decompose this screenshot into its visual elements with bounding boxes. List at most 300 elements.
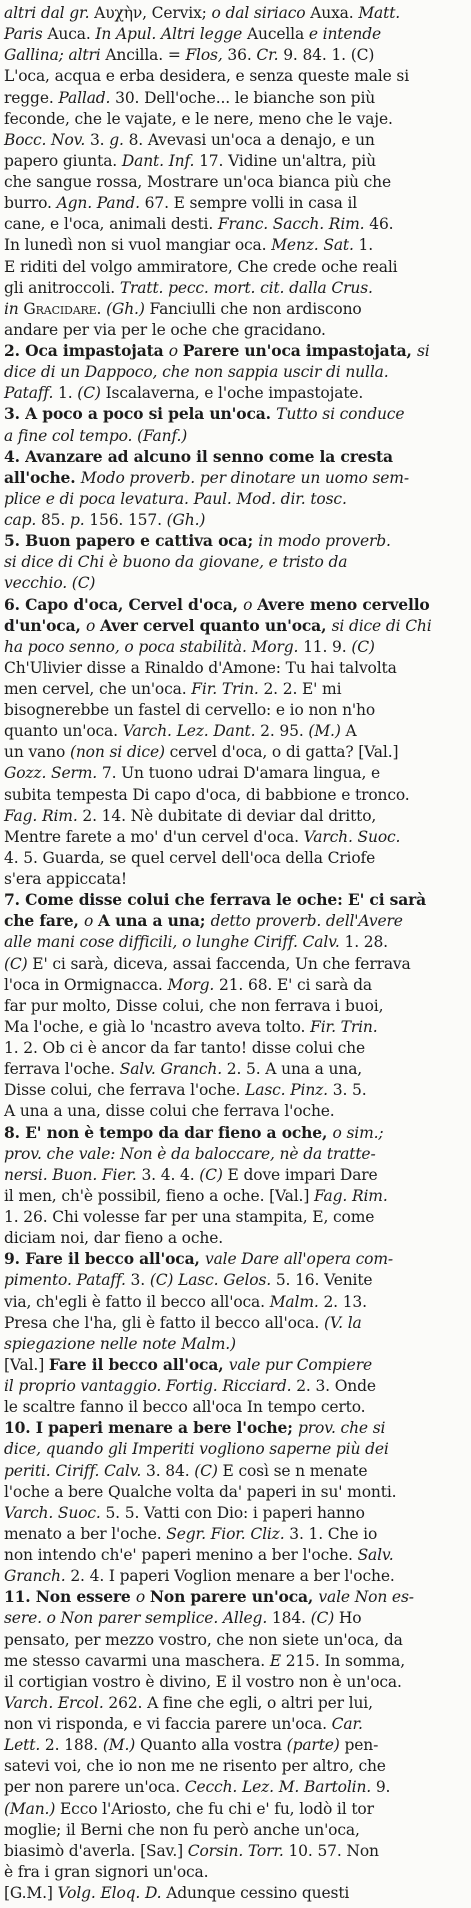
text-run: Agn. Pand. (56, 194, 145, 213)
text-line (4, 488, 347, 510)
text-run: 11. Non essere (4, 1587, 136, 1607)
text-run: Quanto alla vostra (139, 1736, 287, 1755)
text-run: Salv. (357, 1546, 394, 1564)
text-run: A una a una, disse colui che ferrava l'oche. (4, 1102, 335, 1121)
text-line (4, 1819, 360, 1841)
text-line (4, 1586, 414, 1608)
text-line (4, 1079, 367, 1101)
text-run: p. (69, 511, 90, 529)
text-line (4, 277, 373, 299)
text-run: men cervel, che un'oca. (4, 680, 192, 698)
text-line (4, 87, 375, 109)
text-run: Pallad. (58, 88, 116, 107)
text-run: Mentre farete a mo' d'un cervel d'oca. (4, 827, 304, 846)
text-run: moglie; il Berni che non fu però anche un'oca, (4, 1820, 360, 1839)
text-run: Salv. Granch. (119, 1060, 227, 1079)
text-run: E riditi del volgo ammiratore, Che crede oche reali (4, 257, 398, 276)
text-line (4, 1502, 365, 1524)
text-line (4, 1438, 389, 1460)
text-run: il proprio vantaggio. Fortig. Ricciard. (4, 1377, 297, 1395)
text-run: che fare, (4, 911, 84, 931)
text-run: Gozz. Serm. (4, 764, 102, 783)
text-line (4, 615, 432, 637)
text-run: 10. 57. Non (288, 1841, 379, 1860)
text-run: Cr. (256, 46, 284, 65)
text-run: Paris (4, 25, 48, 44)
text-line (4, 1396, 365, 1418)
text-run: 3. 1. Che io (289, 1524, 378, 1543)
text-run: Parere un'oca impastojata, (182, 341, 417, 360)
text-line (4, 509, 205, 531)
text-run: Varch. Lez. Dant. (122, 722, 261, 741)
text-line (4, 953, 411, 975)
text-run: regge. (4, 88, 59, 107)
text-run: andare per via per le oche che gracidano. (4, 320, 326, 339)
text-run: pen- (344, 1736, 379, 1755)
text-run: 2. 3. Onde (296, 1377, 376, 1395)
text-run: Ancilla. = (105, 46, 186, 65)
text-run: Segr. Fior. Cliz. (166, 1524, 290, 1543)
text-run: 8. E' non è tempo da dar fieno a oche, (4, 1122, 333, 1142)
text-run: (Man.) (4, 1799, 60, 1818)
text-run: feconde, che le vajate, e le nere, meno che le vaje. (4, 109, 393, 128)
text-run: Aucella (246, 25, 309, 44)
text-line (4, 974, 372, 996)
text-line (4, 699, 375, 721)
text-run: papero giunta. (4, 151, 122, 170)
text-line (4, 636, 375, 658)
text-line (4, 1713, 363, 1735)
text-run: altri dal gr. (4, 4, 95, 22)
text-run: 4. Avanzare ad alcuno il senno come la cresta (4, 446, 393, 466)
text-run: 7. Un tuono udrai D'amara lingua, e (101, 764, 381, 783)
text-run: Fir. Trin. (191, 680, 264, 698)
text-line (4, 1122, 383, 1144)
text-run: è fra i gran signori un'oca. (4, 1862, 209, 1881)
text-run: 1. 26. Chi volesse far per una stampita, E, come (4, 1208, 375, 1226)
text-line (4, 1417, 385, 1439)
text-line (4, 826, 400, 848)
text-line (4, 805, 376, 827)
text-line (4, 551, 347, 573)
text-run: 215. In somma, (285, 1651, 405, 1670)
text-line (4, 192, 357, 214)
text-run: (M.) (308, 722, 346, 741)
text-run: L'oca, acqua e erba desidera, e senza queste male si (4, 67, 410, 86)
text-run: 156. 157. (89, 511, 167, 529)
text-run: Pataff. (4, 384, 59, 403)
text-run: dice di un Dappoco, che non sappia uscir di nulla. (4, 363, 389, 382)
text-run: 3. (130, 1271, 150, 1290)
text-run: Iscalaverna, e l'oche impastojate. (105, 384, 364, 403)
text-run: far pur molto, Disse colui, che non ferrava i buoi, (4, 996, 384, 1015)
text-line (4, 762, 380, 784)
text-run: Presa che l'ha, gli è fatto il becco all'oca. (4, 1313, 324, 1332)
text-line (4, 1460, 367, 1482)
text-run: o (85, 616, 100, 635)
text-run: alle mani cose difficili, o lunghe Ciriff. Calv. (4, 933, 345, 952)
text-run: 7. Come disse colui che ferrava le oche: E' ci sarà (4, 890, 427, 910)
text-line (4, 1227, 223, 1249)
text-run: In lunedì non si vuol mangiar oca. (4, 236, 272, 255)
text-run: l'oche a bere Qualche volta da' paperi in su' monti. (4, 1482, 397, 1501)
text-line (4, 1100, 335, 1122)
text-run: Volg. Eloq. D. (57, 1884, 167, 1902)
text-run: in modo proverb. (258, 532, 391, 551)
text-run: Ecco l'Ariosto, che fu chi e' fu, lodò il tor (60, 1799, 374, 1818)
text-run: (V. la (323, 1313, 362, 1332)
text-line (4, 1840, 379, 1862)
text-run: bisognerebbe un fastel di cervello: e io non n'ho (4, 701, 376, 720)
text-run: E dove impari Dare (227, 1165, 378, 1184)
text-run: subita tempesta Di capo d'oca, di babbione e tronco. (4, 785, 410, 804)
text-run: Non parere un'oca, (149, 1587, 319, 1607)
text-line (4, 298, 362, 320)
text-run: 2. 14. Nè dubitate di deviar dal dritto, (82, 806, 377, 825)
text-line (4, 678, 341, 700)
text-run: me stesso cavarmi una maschera. (4, 1651, 270, 1670)
text-run: In Apul. Altri legge (95, 25, 247, 44)
text-run: 10. I paperi menare a bere l'oche; (4, 1418, 299, 1438)
text-run: E così se n menate (222, 1461, 368, 1480)
text-run: e intende (308, 25, 382, 44)
text-run: Malm. (269, 1292, 324, 1311)
text-run: Fanciulli che non ardiscono (149, 299, 362, 318)
text-run: Menz. Sat. (271, 236, 359, 255)
text-run: Morg. (167, 975, 219, 994)
text-run: burro. (4, 194, 57, 213)
text-run: 2. 188. (44, 1736, 103, 1755)
text-line (4, 129, 375, 151)
text-run: vale Dare all'opera com- (204, 1250, 393, 1269)
text-run: le scaltre fanno il becco all'oca In tempo certo. (4, 1398, 366, 1417)
text-line (4, 1269, 372, 1291)
text-run: sere. o Non parer semplice. Alleg. (4, 1609, 272, 1628)
text-line (4, 995, 383, 1017)
text-line (4, 446, 393, 468)
text-line (4, 1734, 378, 1756)
text-run: menato a ber l'oche. (4, 1524, 167, 1543)
text-line (4, 1523, 377, 1545)
text-line (4, 256, 397, 278)
text-line (4, 1544, 393, 1566)
text-line (4, 1016, 378, 1038)
text-run: . (96, 299, 107, 318)
text-run: 3. (89, 130, 110, 149)
text-run: Dant. Inf. (121, 151, 200, 170)
text-run: Fare il becco all'oca, (48, 1354, 229, 1374)
text-line (4, 1629, 403, 1651)
text-run: Αυχὴν (94, 4, 143, 22)
text-line (4, 65, 409, 87)
text-run: (non si dice) (69, 743, 170, 762)
text-run: il men, ch'è possibil, fieno a oche. [Val.] (4, 1186, 314, 1205)
text-line (4, 784, 410, 806)
text-line (4, 572, 95, 594)
text-run: (Gh.) (166, 511, 206, 529)
text-line (4, 171, 391, 193)
text-run: o (84, 912, 98, 931)
text-run: l'oca in Ormignacca. (4, 975, 168, 994)
text-run: E (269, 1651, 286, 1670)
text-run: 21. 68. E' ci sarà da (219, 975, 373, 994)
text-line (4, 1143, 376, 1165)
text-line (4, 657, 397, 679)
text-run: si dice di Chi (331, 616, 432, 635)
text-line (4, 910, 403, 932)
text-run: si dice di Chi è buono da giovane, e tristo da (4, 553, 348, 572)
text-run: Granch. (4, 1567, 71, 1586)
text-line (4, 44, 374, 66)
text-line (4, 868, 127, 890)
text-line (4, 1375, 376, 1397)
text-run: Gracidare (23, 299, 97, 318)
text-run: Car. (331, 1715, 363, 1733)
text-run: 3. A poco a poco si pela un'oca. (4, 404, 277, 424)
text-run: 1. (58, 384, 78, 403)
text-run: 3. 4. 4. (141, 1165, 200, 1184)
text-run: plice e di poca levatura. Paul. Mod. dir. tosc. (4, 489, 347, 508)
text-line (4, 1248, 393, 1270)
text-run: 262. A fine che egli, o altri per lui, (108, 1693, 373, 1712)
text-run: Lett. (4, 1736, 45, 1755)
text-run: 3. 5. (332, 1081, 367, 1100)
text-run: 4. 5. Guarda, se quel cervel dell'oca della Criofe (4, 848, 376, 867)
text-run: Ch'Ulivier disse a Rinaldo d'Amone: Tu hai talvolta (4, 658, 397, 677)
text-line (4, 1333, 236, 1355)
text-run: Flos, (185, 46, 228, 65)
text-run: 9. 84. 1. (C) (283, 46, 375, 65)
text-run: Fag. Rim. (314, 1186, 388, 1205)
text-run: 3. 84. (146, 1461, 195, 1480)
text-run: prov. che si (298, 1419, 386, 1438)
text-run: (C) (199, 1165, 228, 1184)
text-run: all'oche. (4, 467, 81, 487)
text-run: non intendo ch'e' paperi menino a ber l'oche. (4, 1546, 358, 1564)
text-run: 5. 16. Venite (275, 1271, 373, 1290)
text-line (4, 530, 391, 552)
text-line (4, 467, 409, 489)
text-line (4, 1565, 395, 1587)
text-run: cervel d'oca, o di gatta? [Val.] (169, 743, 399, 762)
text-run: 67. E sempre volli in casa il (144, 194, 358, 213)
text-run: Varch. Ercol. (4, 1693, 109, 1712)
text-run: satevi voi, che io non me ne risento per altro, che (4, 1757, 386, 1776)
text-run: Ma l'oche, e già lo 'ncastro aveva tolto. (4, 1017, 311, 1036)
text-run: 2. Oca impastojata (4, 341, 169, 360)
text-line (4, 931, 388, 953)
text-run: 46. (369, 215, 394, 234)
text-run: 1. (358, 236, 374, 255)
text-run: per non parere un'oca. (4, 1778, 185, 1797)
text-run: periti. Ciriff. Calv. (4, 1461, 146, 1480)
text-run: 17. Vidine un'altra, più (199, 151, 376, 170)
text-run: Corsin. Torr. (187, 1841, 289, 1860)
text-run: diciam noi, dar fieno a oche. (4, 1229, 224, 1248)
text-run: Auca. (47, 25, 96, 44)
text-run: vecchio. (C) (4, 574, 96, 593)
text-line (4, 594, 430, 616)
text-line (4, 382, 363, 404)
text-run: o (135, 1588, 150, 1607)
text-run: Aver cervel quanto un'oca, (99, 615, 332, 635)
text-run: Tratt. pecc. mort. cit. dalla Crus. (119, 278, 373, 297)
text-line (4, 720, 357, 742)
text-run: 184. (271, 1609, 311, 1628)
text-line (4, 319, 326, 341)
text-run: o dal siriaco (211, 4, 311, 22)
text-run: in (4, 299, 24, 318)
text-run: via, ch'egli è fatto il becco all'oca. (4, 1292, 270, 1311)
text-run: [G.M.] (4, 1884, 58, 1902)
text-line (4, 1692, 373, 1714)
text-run: g. (109, 130, 129, 149)
text-run: Tutto si conduce (276, 405, 405, 424)
text-run: o (243, 595, 258, 614)
text-run: (C) (351, 637, 375, 656)
text-run: cap. (4, 511, 41, 529)
text-run: vale Non es- (318, 1588, 414, 1607)
text-run: Cecch. Lez. M. Bartolin. (184, 1778, 376, 1797)
text-run: 85. (40, 511, 70, 529)
text-run: biasimò d'averla. [Sav.] (4, 1841, 188, 1860)
text-run: 1. 2. Ob ci è ancor da far tanto! disse colui che (4, 1039, 366, 1058)
text-run: non vi risponda, e vi faccia parere un'oca. (4, 1715, 332, 1733)
text-line (4, 1037, 365, 1059)
text-run: vale pur Compiere (228, 1355, 372, 1374)
text-run: (C) (194, 1461, 223, 1480)
text-run: Disse colui, che ferrava l'oche. (4, 1081, 246, 1100)
text-line (4, 1861, 208, 1883)
text-run: 8. Avevasi un'oca a denajo, e un (128, 130, 375, 149)
text-run: ferrava l'oche. (4, 1060, 120, 1079)
text-line (4, 1607, 361, 1629)
text-run: Fag. Rim. (4, 806, 83, 825)
text-line (4, 234, 373, 256)
text-run: 30. Dell'oche... le bianche son più (115, 88, 376, 107)
text-run: Avere meno cervello (257, 594, 430, 614)
text-line (4, 2, 400, 24)
text-line (4, 150, 376, 172)
text-run: A (345, 722, 357, 741)
text-run: Franc. Sacch. Rim. (217, 215, 370, 234)
text-run: A una a una; (97, 911, 211, 931)
text-line (4, 1755, 386, 1777)
text-run: 9. (375, 1778, 391, 1797)
text-run: 2. 4. I paperi Voglion menare a ber l'oche. (70, 1567, 395, 1586)
text-line (4, 1354, 372, 1376)
text-run: (C) (77, 384, 106, 403)
text-run: Ho (338, 1609, 362, 1628)
text-line (4, 340, 430, 362)
text-run: Lasc. Pinz. (245, 1081, 333, 1100)
text-run: 2. 95. (260, 722, 309, 741)
text-run: 5. 5. Vatti con Dio: i paperi hanno (105, 1503, 365, 1522)
text-run: pensato, per mezzo vostro, che non siete un'oca, da (4, 1630, 403, 1649)
text-run: 2. 2. E' mi (263, 680, 342, 698)
text-line (4, 1882, 349, 1904)
text-run: 36. (227, 46, 257, 65)
text-line (4, 847, 375, 869)
text-run: s'era appiccata! (4, 870, 127, 889)
text-run: dice, quando gli Imperiti vogliono saperne più dei (4, 1440, 389, 1459)
text-run: spiegazione nelle note Malm.) (4, 1334, 236, 1353)
text-line (4, 1798, 374, 1820)
text-run: Auxa. (310, 4, 359, 22)
text-run: 9. Fare il becco all'oca, (4, 1249, 205, 1269)
text-line (4, 1650, 405, 1672)
text-run: (Gh.) (106, 299, 150, 318)
text-run: Bocc. Nov. (4, 130, 90, 149)
text-run: (C) Lasc. Gelos. (149, 1271, 276, 1290)
text-run: [Val.] (4, 1355, 49, 1374)
text-line (4, 1776, 390, 1798)
text-run: , Cervix; (142, 4, 212, 22)
text-run: Varch. Suoc. (4, 1503, 106, 1522)
text-run: Gallina; altri (4, 46, 106, 65)
text-run: Matt. (358, 4, 401, 22)
text-run: Fir. Trin. (310, 1017, 378, 1036)
text-run: ha poco senno, o poca stabilità. Morg. (4, 637, 304, 656)
text-run: che sangue rossa, Mostrare un'oca bianca più che (4, 173, 392, 191)
text-line (4, 1058, 362, 1080)
text-line (4, 1291, 367, 1313)
text-run: Modo proverb. per dinotare un uomo sem- (80, 468, 409, 487)
text-run: 11. 9. (303, 637, 352, 656)
text-run: (parte) (286, 1736, 345, 1755)
text-line (4, 1185, 388, 1207)
text-line (4, 1206, 374, 1228)
text-run: (C) (310, 1609, 339, 1628)
text-run: detto proverb. dell'Avere (210, 912, 403, 931)
text-line (4, 1481, 396, 1503)
text-run: Varch. Suoc. (303, 827, 401, 846)
text-run: il cortigian vostro è divino, E il vostro non è un'oca. (4, 1672, 402, 1691)
text-run: o sim.; (332, 1123, 384, 1142)
text-run: d'un'oca, (4, 615, 86, 635)
text-line (4, 23, 381, 45)
text-run: o (168, 342, 183, 360)
text-run: gli anitroccoli. (4, 278, 120, 297)
text-line (4, 425, 187, 447)
text-run: 2. 13. (323, 1292, 367, 1311)
text-run: Adunque cessino questi (166, 1884, 350, 1902)
text-run: 5. Buon papero e cattiva oca; (4, 531, 259, 551)
text-run: un vano (4, 743, 70, 762)
text-run: si (416, 342, 430, 360)
text-run: quanto un'oca. (4, 722, 123, 741)
text-line (4, 1164, 378, 1186)
text-line (4, 889, 426, 911)
text-line (4, 741, 398, 763)
text-line (4, 213, 393, 235)
text-run: 6. Capo d'oca, Cervel d'oca, (4, 594, 244, 614)
text-run: pimento. Pataff. (4, 1271, 131, 1290)
text-run: cane, e l'oca, animali desti. (4, 215, 218, 234)
text-run: 2. 5. A una a una, (226, 1060, 363, 1079)
text-run: E' ci sarà, diceva, assai faccenda, Un che ferrava (32, 954, 411, 973)
text-run: (C) (4, 954, 33, 973)
text-line (4, 1312, 362, 1334)
text-run: 1. 28. (344, 933, 388, 952)
text-line (4, 1671, 402, 1693)
text-line (4, 108, 393, 130)
text-line (4, 361, 389, 383)
text-run: prov. che vale: Non è da baloccare, nè da tratte- (4, 1144, 376, 1163)
text-run: a fine col tempo. (Fanf.) (4, 426, 188, 445)
text-run: nersi. Buon. Fier. (4, 1165, 142, 1184)
text-line (4, 403, 404, 425)
